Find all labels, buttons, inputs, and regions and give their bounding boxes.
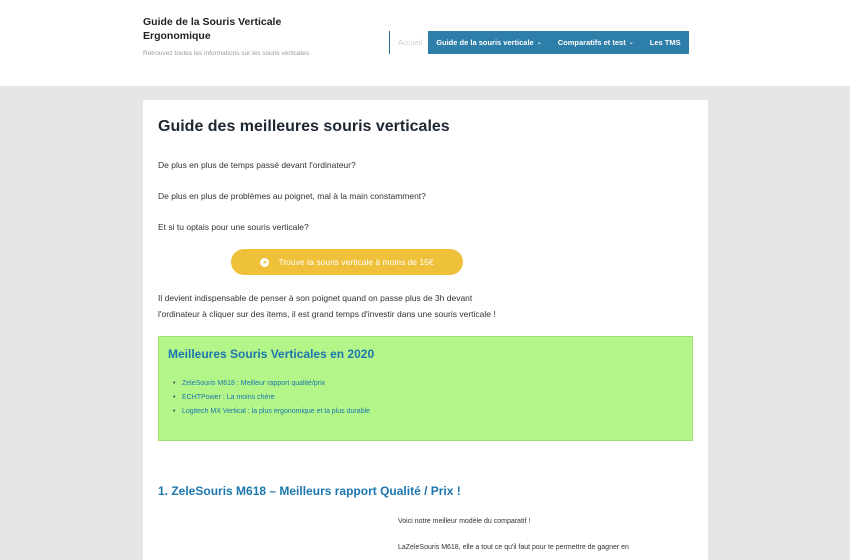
paragraph-line-1: Il devient indispensable de penser à son poignet quand on passe plus de 3h devant: [158, 293, 473, 303]
site-header: [0, 0, 850, 86]
best-mice-box: [158, 336, 693, 441]
chevron-down-icon: ⌄: [536, 40, 542, 46]
intro-line-2: De plus en plus de problèmes au poignet, mal à la main constamment?: [158, 191, 426, 201]
best-mice-link[interactable]: • Logitech MX Vertical : la plus ergonomique et la plus durable: [171, 405, 370, 419]
best-mice-link[interactable]: • ECHTPower : La moins chère: [171, 391, 370, 405]
best-mice-link[interactable]: • ZeleSouris M618 : Meilleur rapport qualité/prix: [171, 377, 370, 391]
section-text-1: Voici notre meilleur modèle du comparatif !: [398, 518, 531, 525]
intro-line-3: Et si tu optais pour une souris verticale?: [158, 222, 309, 232]
best-mice-title: Meilleures Souris Verticales en 2020: [168, 347, 375, 361]
article-card: [143, 100, 708, 560]
site-tagline: Retrouvez toutes les informations sur les souris verticales: [143, 50, 309, 57]
cta-button[interactable]: [231, 249, 463, 275]
paragraph-line-2: l'ordinateur à cliquer sur des items, il est grand temps d'investir dans une souris verticale !: [158, 309, 496, 319]
nav-item-guide-label: Guide de la souris verticale: [436, 38, 534, 47]
nav-item-tms-label: Les TMS: [649, 38, 681, 47]
nav-item-comparatifs-label: Comparatifs et test: [557, 38, 626, 47]
nav-item-home[interactable]: Accueil: [398, 38, 423, 47]
brand: [143, 15, 313, 62]
nav-item-comparatifs[interactable]: [550, 31, 642, 54]
section-title: 1. ZeleSouris M618 – Meilleurs rapport Qualité / Prix !: [158, 484, 461, 498]
chevron-down-icon: ⌄: [628, 40, 634, 46]
best-mice-list: [171, 377, 370, 419]
site-title[interactable]: Guide de la Souris Verticale Ergonomique: [143, 16, 282, 42]
main-nav: [389, 31, 689, 54]
intro-line-1: De plus en plus de temps passé devant l'ordinateur?: [158, 160, 356, 170]
nav-item-guide[interactable]: [428, 31, 550, 54]
section-text-2: LaZeleSouris M618, elle a tout ce qu'il faut pour te permettre de gagner en: [398, 544, 629, 551]
cta-label: Trouve ta souris verticale à moins de 15€: [278, 257, 434, 267]
nav-item-tms[interactable]: [642, 31, 689, 54]
arrow-right-icon: ➤: [262, 259, 268, 266]
page-title: Guide des meilleures souris verticales: [158, 118, 450, 135]
